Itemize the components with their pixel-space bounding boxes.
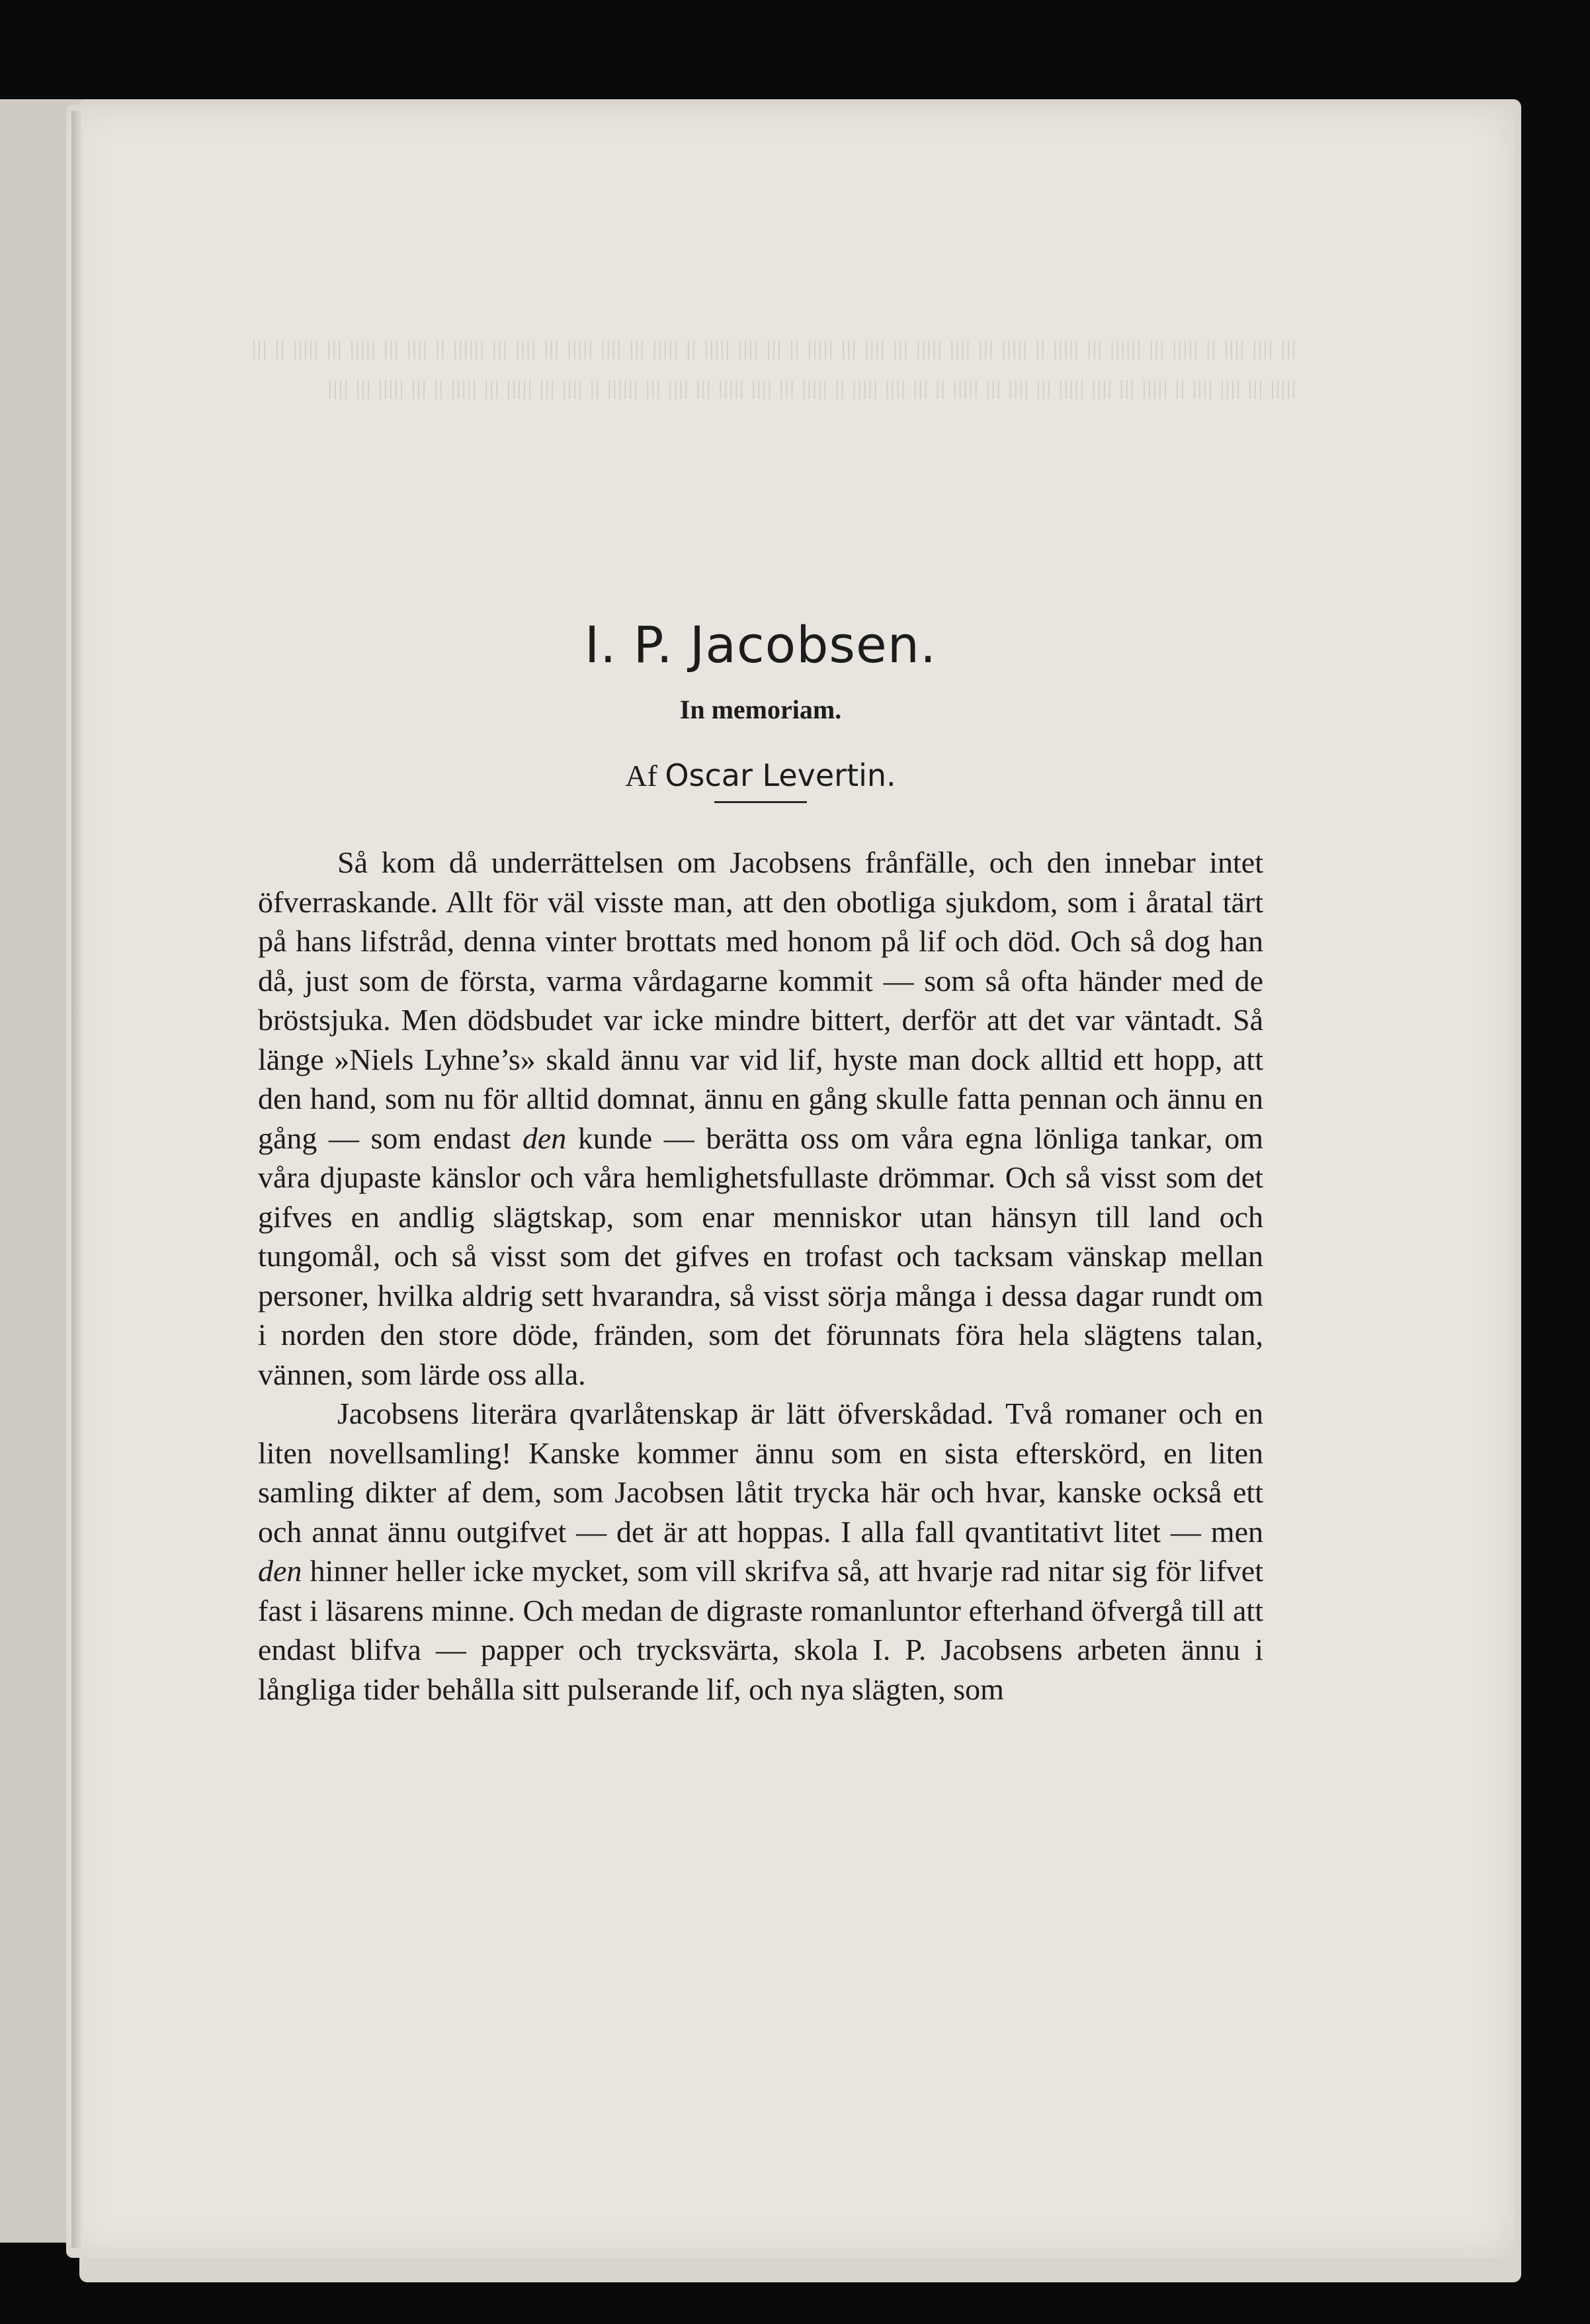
text-run: Så kom då underrättelsen om Jacobsens frånfälle, och den innebar intet öfverraskande. Allt för väl visste man, att den obotliga sjukdom, som i åratal tärt på hans lifstråd, denna vinter brottats med honom på lif och död. Och så dog han då, just som de första, varma vårdagarne kommit — som så ofta händer med de bröstsjuka. Men dödsbudet var icke mindre bittert, derför att det var väntadt. Så länge »Niels Lyhne’s» skald ännu var vid lif, hyste man dock alltid ett hopp, att den hand, som nu för alltid domnat, ännu en gång skulle fatta pennan och ännu en gång — som endast <box>258 845 1263 1155</box>
text-run: kunde — berätta oss om våra egna lönliga tankar, om våra djupaste känslor och våra hemlighetsfullaste drömmar. Och så visst som det gifves en andlig slägtskap, som enar menniskor utan hänsyn till land och tungomål, och så visst som det gifves en trofast och tacksam vänskap mellan personer, hvilka aldrig sett hvarandra, så visst sörja många i dessa dagar rundt om i norden den store döde, fränden, som det förunnats föra hela slägtens talan, vännen, som lärde oss alla. <box>258 1121 1263 1391</box>
article-body <box>258 843 1263 1709</box>
paragraph-1 <box>258 843 1263 1394</box>
emphasis: den <box>522 1121 567 1155</box>
article <box>258 615 1263 1709</box>
text-run: Jacobsens literära qvarlåtenskap är lätt öfverskådad. Två romaner och en liten novellsamling! Kanske kommer ännu som en sista efterskörd, en liten samling dikter af dem, som Jacobsen låtit trycka här och hvar, kanske också ett och annat ännu outgifvet — det är att hoppas. I alla fall qvantitativt litet — men <box>258 1397 1263 1549</box>
page-gutter <box>71 111 83 2248</box>
emphasis: den <box>258 1554 302 1588</box>
byline-prefix: Af <box>625 759 657 793</box>
byline <box>258 757 1263 795</box>
text-run: hinner heller icke mycket, som vill skrifva så, att hvarje rad nitar sig för lifvet fast i läsarens minne. Och medan de digraste romanluntor efterhand öfvergå till att endast blifva — papper och trycksvärta, skola I. P. Jacobsens arbeten ännu i långliga tider behålla sitt pulserande lif, och nya slägten, som <box>258 1554 1263 1706</box>
article-subtitle: In memoriam. <box>679 695 842 724</box>
paragraph-2 <box>258 1394 1263 1709</box>
title-rule <box>714 801 807 803</box>
author-name: Oscar Levertin. <box>665 757 896 793</box>
article-title: I. P. Jacobsen. <box>584 615 937 674</box>
